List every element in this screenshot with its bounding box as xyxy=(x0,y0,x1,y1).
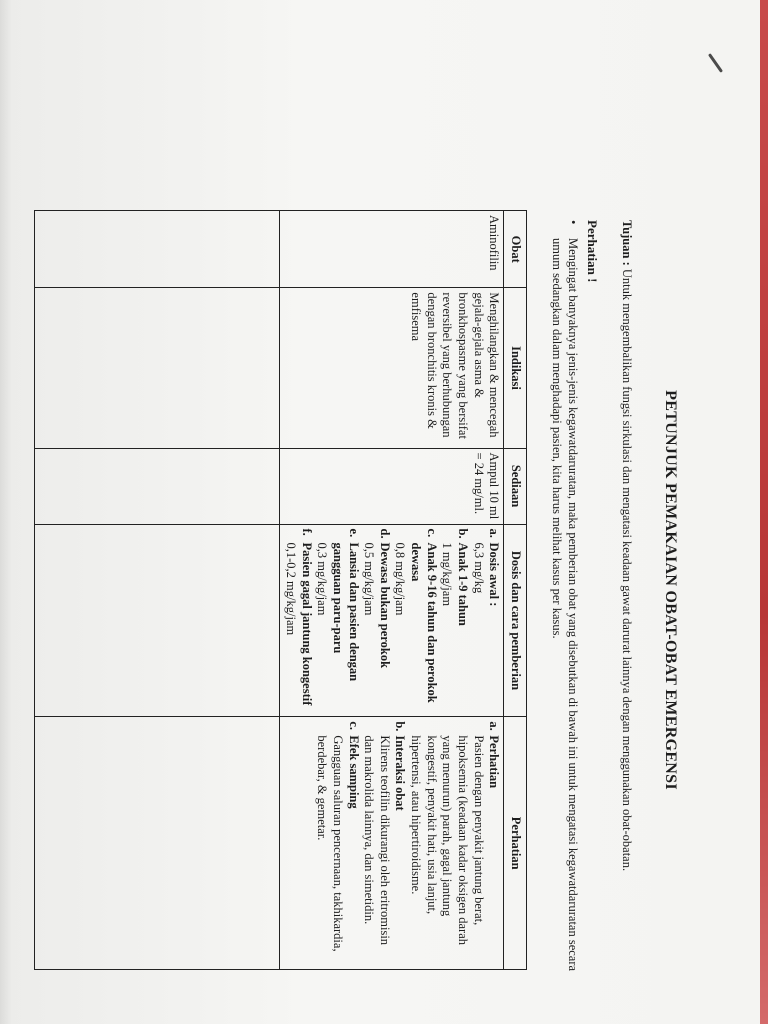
cell-perhatian xyxy=(280,717,504,970)
empty-cell xyxy=(35,211,280,288)
table-row-empty xyxy=(35,211,280,970)
cell-sediaan: Ampul 10 ml = 24 mg/ml. xyxy=(280,448,504,524)
perhatian-item-heading: Perhatian xyxy=(487,735,502,789)
list-letter: a. xyxy=(487,721,502,731)
dosis-value: 0,3 mg/kg/jam xyxy=(315,542,330,616)
perhatian-item-text: Pasien dengan penyakit jantung berat, hipoksemia (keadaan kadar oksigen darah yang menurun) parah, gagal jantung kongestif, penyakit hati, usia lanjut, hipertensi, atau hipertiroidisme. xyxy=(409,735,486,945)
table-row xyxy=(280,211,504,970)
list-item xyxy=(314,529,361,713)
list-letter: c. xyxy=(424,528,439,538)
header-perhatian: Perhatian xyxy=(504,717,527,970)
list-item xyxy=(392,529,439,713)
tujuan-label: Tujuan : xyxy=(620,220,634,266)
dosis-heading: Pasien gagal jantung kongestif xyxy=(299,542,314,706)
header-sediaan: Sediaan xyxy=(504,448,527,524)
perhatian-heading: Perhatian ! xyxy=(585,220,601,283)
dosis-value: 0,8 mg/kg/jam xyxy=(393,542,408,616)
perhatian-item-heading: Efek samping xyxy=(346,735,361,809)
drug-table xyxy=(35,210,527,970)
dosis-value: 0,1-0,2 mg/kg/jam xyxy=(284,542,299,636)
rotated-document xyxy=(120,190,680,990)
list-item xyxy=(283,529,314,713)
perhatian-text: Mengingat banyaknya jenis-jenis kegawatdaruratan, maka pemberian obat yang disebutkan di bawah ini untuk mengatasi kegawatdaruratan secara umum sedangkan dalam menghadapi pasien, kita harus melihat kasus per kasus. xyxy=(550,238,581,972)
cell-obat: Aminofilin xyxy=(280,211,504,288)
dosis-heading: Dewasa bukan perokok xyxy=(377,542,392,669)
dosis-heading: Lansia dan pasien dengan gangguan paru-paru xyxy=(331,542,361,682)
dosis-list xyxy=(283,529,502,713)
cell-indikasi: Menghilangkan & mencegah gejala-gejala asma & bronkhospasme yang bersifat reversibel yang berhubungan dengan bronchitis kronis & emfisema xyxy=(280,288,504,448)
perhatian-item-text: Gangguan saluran pencernaan, takhikardia, berdebar, & gemetar. xyxy=(315,735,345,952)
list-item xyxy=(314,721,361,965)
dosis-heading: Dosis awal : xyxy=(487,542,502,607)
list-item xyxy=(361,529,392,713)
perhatian-item-heading: Interaksi obat xyxy=(393,735,408,811)
list-item xyxy=(408,721,502,965)
header-indikasi: Indikasi xyxy=(504,288,527,448)
dosis-heading: Anak 1-9 tahun xyxy=(456,542,470,626)
list-letter: e. xyxy=(346,528,361,538)
list-letter: f. xyxy=(299,528,314,536)
empty-cell xyxy=(35,524,280,717)
list-item xyxy=(439,529,470,713)
cell-dosis xyxy=(280,524,504,717)
red-folder-edge xyxy=(760,0,768,1024)
list-letter: b. xyxy=(393,721,408,732)
list-letter: a. xyxy=(487,528,502,538)
empty-cell xyxy=(35,288,280,448)
perhatian-item-text: Klirens teofilin dikurangi oleh eritromisin dan makrolida lainnya, dan simetidin. xyxy=(362,735,392,946)
perhatian-note xyxy=(549,220,580,990)
table-header-row xyxy=(504,211,527,970)
dosis-value: 1 mg/kg/jam xyxy=(440,542,455,607)
empty-cell xyxy=(35,717,280,970)
list-letter: d. xyxy=(377,528,392,539)
page-edge-shadow xyxy=(0,0,12,1024)
header-obat: Obat xyxy=(504,211,527,288)
empty-cell xyxy=(35,448,280,524)
tujuan-paragraph xyxy=(618,220,634,990)
pen-mark xyxy=(708,53,723,73)
list-item xyxy=(361,721,408,965)
perhatian-list xyxy=(314,721,502,965)
bullet-icon: • xyxy=(566,220,581,225)
list-item xyxy=(470,529,501,713)
dosis-heading: Anak 9-16 tahun dan perokok dewasa xyxy=(409,542,439,703)
dosis-value: 0,5 mg/kg/jam xyxy=(362,542,377,616)
list-letter: b. xyxy=(456,528,470,539)
document-title: PETUNJUK PEMAKAIAN OBAT-OBAT EMERGENSI xyxy=(662,390,679,790)
tujuan-text: Untuk mengembalikan fungsi sirkulasi dan mengatasi keadaan gawat darurat lainnya dengan menggunakan obat-obatan. xyxy=(620,268,634,872)
header-dosis: Dosis dan cara pemberian xyxy=(504,524,527,717)
list-letter: c. xyxy=(346,721,361,731)
dosis-value: 6,3 mg/kg xyxy=(471,542,486,594)
